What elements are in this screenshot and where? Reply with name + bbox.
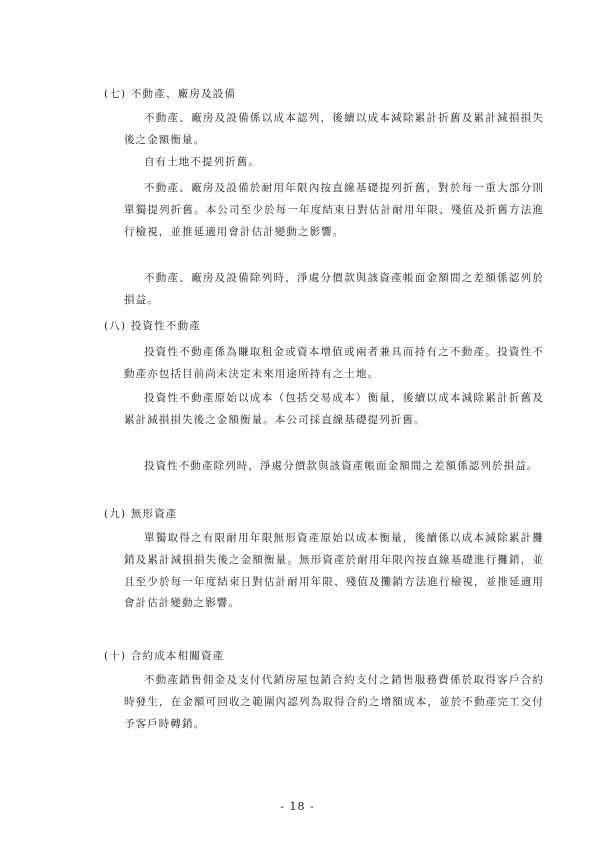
intangible-assets-paragraph-1: 單獨取得之有限耐用年限無形資產原始以成本衡量，後續係以成本減除累計攤銷及累計減損損失後之金額衡量。無形資產於耐用年限內按直線基礎進行攤銷，並且至少於每一年度結束日對估計耐用年限、殘值及攤銷方法進行檢視，並推延適用會計估計變動之影響。: [124, 532, 544, 610]
section-heading-investment-property: (八) 投資性不動產: [104, 320, 202, 332]
page-number: - 18 -: [280, 800, 315, 813]
ppe-paragraph-4: 不動產、廠房及設備除列時，淨處分價款與該資產帳面金額間之差額係認列於損益。: [124, 272, 544, 306]
ppe-paragraph-3: 不動產、廠房及設備於耐用年限內按直線基礎提列折舊，對於每一重大部分則單獨提列折舊。本公司至少於每一年度結束日對估計耐用年限、殘值及折舊方法進行檢視，並推延適用會計估計變動之影響。: [124, 182, 544, 238]
section-heading-intangible-assets: (九) 無形資產: [104, 508, 178, 520]
ppe-paragraph-2: 自有土地不提列折舊。: [144, 156, 260, 168]
investment-property-paragraph-3: 投資性不動產除列時，淨處分價款與該資產帳面金額間之差額係認列於損益。: [144, 460, 539, 472]
section-heading-contract-cost: (十) 合約成本相關資產: [104, 650, 225, 662]
section-heading-ppe: (七) 不動產、廠房及設備: [104, 88, 237, 100]
investment-property-paragraph-2: 投資性不動產原始以成本（包括交易成本）衡量，後續以成本減除累計折舊及累計減損損失後之金額衡量。本公司採直線基礎提列折舊。: [124, 392, 544, 426]
contract-cost-paragraph-1: 不動產銷售佣金及支付代銷房屋包銷合約支付之銷售服務費係於取得客戶合約時發生，在金額可回收之範圍內認列為取得合約之增額成本，並於不動產完工交付予客戶時轉銷。: [124, 674, 544, 730]
investment-property-paragraph-1: 投資性不動產係為賺取租金或資本增值或兩者兼具而持有之不動產。投資性不動產亦包括目前尚未決定未來用途所持有之土地。: [124, 346, 544, 380]
ppe-paragraph-1: 不動產、廠房及設備係以成本認列，後續以成本減除累計折舊及累計減損損失後之金額衡量。: [124, 112, 544, 146]
